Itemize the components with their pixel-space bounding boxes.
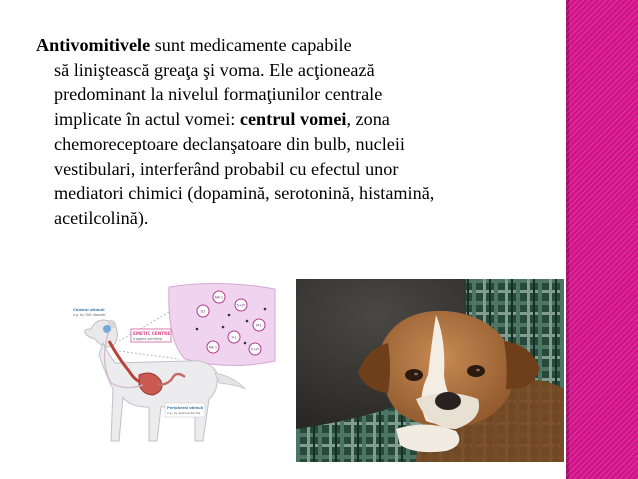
receptor-label-2: 5-HT [236, 303, 246, 308]
term-centrul-vomei: centrul vomei [239, 109, 347, 130]
paragraph-line-6: vestibulari, interferând probabil cu efectul unor [54, 158, 399, 179]
paragraph-line-8: acetilcolină). [54, 207, 149, 228]
receptor-label-7: 5-HT [250, 347, 260, 352]
body-paragraph [36, 33, 556, 231]
paragraph-line-4 [36, 107, 556, 132]
stripe-hatch-pattern [566, 0, 638, 479]
paragraph-line-1 [36, 33, 556, 58]
emetic-centre-illustration [69, 281, 279, 457]
decorative-side-stripe [566, 0, 638, 479]
paragraph-line-5: chemoreceptoare declanşatoare din bulb, nucleii [54, 133, 405, 154]
sick-dog-photo [296, 279, 564, 462]
paragraph-line-4-post: , zona [346, 109, 390, 130]
central-stimuli-label: Central stimuli [73, 307, 105, 312]
receptor-label-1: NK-1 [214, 295, 224, 300]
central-stimuli-sublabel: e.g. by CNS disorder [73, 313, 106, 317]
paragraph-line-1-rest: sunt medicamente capabile [150, 35, 352, 55]
peripheral-stimuli-label: Peripheral stimuli [167, 406, 204, 410]
receptor-label-4: M1 [256, 323, 262, 328]
paragraph-line-2: să liniştească greaţa şi voma. Ele acţionează [54, 59, 375, 80]
receptor-label-6: NK-1 [208, 345, 218, 350]
paragraph-line-7: mediatori chimici (dopamină, serotonină, histamină, [54, 183, 435, 204]
receptor-label-5: H1 [231, 335, 237, 340]
emetic-centre-sublabel: triggers vomiting [133, 337, 163, 341]
paragraph-line-3: predominant la nivelul formaţiunilor centrale [54, 84, 383, 105]
paragraph-line-4-pre: implicate în actul vomei: [54, 109, 240, 130]
emetic-centre-label: EMETIC CENTRE [133, 331, 171, 336]
receptor-label-3: D2 [200, 309, 206, 314]
peripheral-stimuli-sublabel: e.g. by gastroenteritis [167, 411, 201, 415]
term-antivomitivele: Antivomitivele [36, 35, 151, 55]
